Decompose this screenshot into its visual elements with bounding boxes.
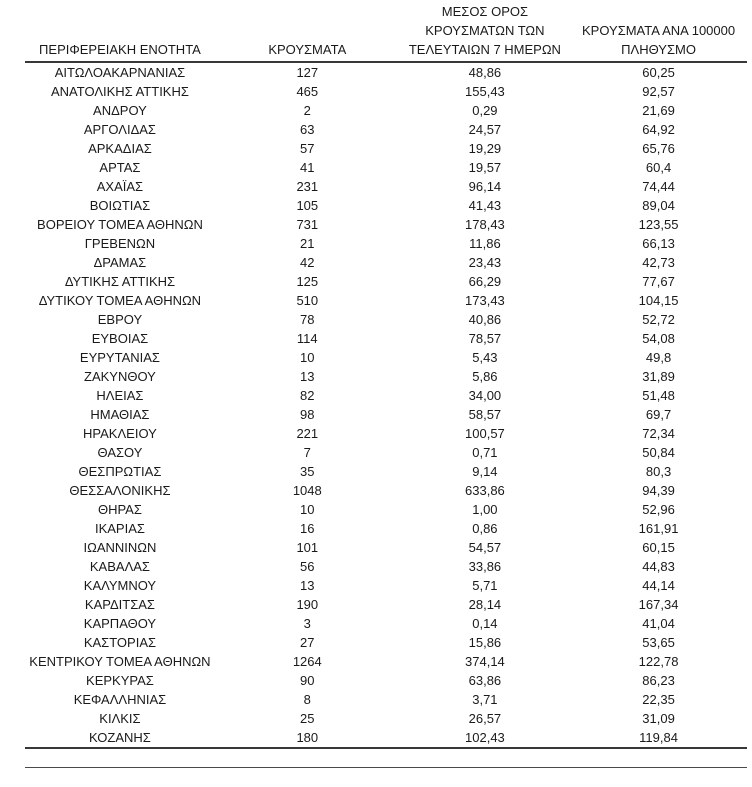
table-row bbox=[25, 158, 747, 177]
avg7-cell: 100,57 bbox=[465, 426, 505, 441]
region-cell: ΕΥΒΟΙΑΣ bbox=[91, 331, 149, 346]
table-body bbox=[25, 62, 747, 748]
table-row bbox=[25, 272, 747, 291]
region-cell: ΑΧΑΪΑΣ bbox=[96, 179, 144, 194]
avg7-cell: 15,86 bbox=[468, 635, 502, 650]
avg7-cell: 23,43 bbox=[468, 255, 502, 270]
per100k-cell: 60,25 bbox=[642, 65, 675, 80]
per100k-cell: 42,73 bbox=[642, 255, 675, 270]
per100k-cell: 52,96 bbox=[642, 502, 675, 517]
col-header-per100k bbox=[570, 2, 747, 62]
region-cell: ΕΒΡΟΥ bbox=[97, 312, 143, 327]
per100k-cell: 66,13 bbox=[642, 236, 675, 251]
cases-cell: 16 bbox=[300, 521, 315, 536]
avg7-cell: 19,57 bbox=[468, 160, 502, 175]
avg7-cell: 0,29 bbox=[472, 103, 498, 118]
table-row bbox=[25, 386, 747, 405]
per100k-cell: 77,67 bbox=[642, 274, 675, 289]
cases-cell: 8 bbox=[303, 692, 311, 707]
avg7-cell: 58,57 bbox=[468, 407, 502, 422]
region-cell: ΕΥΡΥΤΑΝΙΑΣ bbox=[79, 350, 160, 365]
region-cell: ΖΑΚΥΝΘΟΥ bbox=[84, 369, 156, 384]
cases-cell: 42 bbox=[300, 255, 315, 270]
region-cell: ΑΡΚΑΔΙΑΣ bbox=[88, 141, 152, 156]
avg7-cell: 34,00 bbox=[468, 388, 502, 403]
avg7-cell: 24,57 bbox=[468, 122, 502, 137]
cases-cell: 90 bbox=[300, 673, 315, 688]
per100k-cell: 50,84 bbox=[642, 445, 675, 460]
table-row bbox=[25, 557, 747, 576]
per100k-cell: 64,92 bbox=[642, 122, 675, 137]
region-cell: ΚΑΒΑΛΑΣ bbox=[89, 559, 150, 574]
per100k-cell: 74,44 bbox=[642, 179, 675, 194]
region-cell: ΘΗΡΑΣ bbox=[97, 502, 142, 517]
table-row bbox=[25, 538, 747, 557]
cases-cell: 3 bbox=[303, 616, 311, 631]
avg7-cell: 66,29 bbox=[468, 274, 502, 289]
cases-cell: 35 bbox=[300, 464, 315, 479]
per100k-cell: 119,84 bbox=[570, 728, 747, 748]
avg7-cell: 11,86 bbox=[469, 236, 501, 251]
table-header bbox=[25, 2, 747, 62]
table-row bbox=[25, 500, 747, 519]
region-cell: ΒΟΙΩΤΙΑΣ bbox=[89, 198, 151, 213]
avg7-cell: 78,57 bbox=[468, 331, 502, 346]
table-row bbox=[25, 62, 747, 82]
table-row bbox=[25, 291, 747, 310]
table-row bbox=[25, 728, 747, 748]
table-row bbox=[25, 671, 747, 690]
per100k-cell: 49,8 bbox=[645, 350, 672, 365]
per100k-cell: 92,57 bbox=[642, 84, 675, 99]
table-row bbox=[25, 690, 747, 709]
table-row bbox=[25, 120, 747, 139]
cases-cell: 127 bbox=[296, 65, 319, 80]
region-cell: ΚΕΦΑΛΛΗΝΙΑΣ bbox=[73, 692, 167, 707]
table-row bbox=[25, 424, 747, 443]
cases-cell: 731 bbox=[296, 217, 319, 232]
avg7-cell: 48,86 bbox=[468, 65, 502, 80]
cases-cell: 510 bbox=[296, 293, 319, 308]
per100k-cell: 44,14 bbox=[642, 578, 675, 593]
avg7-cell: 1,00 bbox=[472, 502, 498, 517]
cases-cell: 78 bbox=[300, 312, 315, 327]
per100k-cell: 72,34 bbox=[642, 426, 675, 441]
region-cell: ΔΡΑΜΑΣ bbox=[93, 255, 147, 270]
table-row bbox=[25, 405, 747, 424]
per100k-cell: 31,09 bbox=[642, 711, 675, 726]
per100k-cell: 41,04 bbox=[642, 616, 675, 631]
cases-cell: 1264 bbox=[292, 654, 322, 669]
region-cell: ΑΝΑΤΟΛΙΚΗΣ ΑΤΤΙΚΗΣ bbox=[50, 84, 189, 99]
table-row bbox=[25, 253, 747, 272]
table-row bbox=[25, 101, 747, 120]
region-cell: ΗΛΕΙΑΣ bbox=[96, 388, 144, 403]
per100k-cell: 167,34 bbox=[638, 597, 679, 612]
cases-cell: 82 bbox=[300, 388, 315, 403]
report-page bbox=[0, 2, 752, 787]
region-cell: ΚΕΡΚΥΡΑΣ bbox=[86, 673, 154, 688]
per100k-cell: 122,78 bbox=[638, 654, 679, 669]
region-cell: ΗΜΑΘΙΑΣ bbox=[90, 407, 150, 422]
table-row bbox=[25, 709, 747, 728]
per100k-cell: 69,7 bbox=[645, 407, 672, 422]
table-row bbox=[25, 348, 747, 367]
avg7-cell: 178,43 bbox=[465, 217, 505, 232]
table-row bbox=[25, 519, 747, 538]
region-cell: ΘΕΣΣΑΛΟΝΙΚΗΣ bbox=[69, 483, 171, 498]
region-cell: ΑΙΤΩΛΟΑΚΑΡΝΑΝΙΑΣ bbox=[54, 65, 186, 80]
table-row bbox=[25, 215, 747, 234]
cases-cell: 221 bbox=[296, 426, 319, 441]
cases-cell: 25 bbox=[300, 711, 315, 726]
col-header-avg7-line3: ΤΕΛΕΥΤΑΙΩΝ 7 ΗΜΕΡΩΝ bbox=[408, 42, 561, 57]
cases-cell: 231 bbox=[296, 179, 319, 194]
region-cell: ΚΑΣΤΟΡΙΑΣ bbox=[83, 635, 157, 650]
col-header-region bbox=[25, 2, 215, 62]
avg7-cell: 0,86 bbox=[472, 521, 498, 536]
table-row bbox=[25, 576, 747, 595]
avg7-cell: 633,86 bbox=[465, 483, 505, 498]
col-header-cases-label: ΚΡΟΥΣΜΑΤΑ bbox=[268, 42, 347, 57]
col-header-avg7 bbox=[400, 2, 570, 62]
cases-cell: 10 bbox=[300, 502, 315, 517]
col-header-cases bbox=[215, 2, 400, 62]
cases-cell: 63 bbox=[300, 122, 315, 137]
region-cell: ΑΝΔΡΟΥ bbox=[93, 103, 147, 118]
cases-cell: 56 bbox=[300, 559, 315, 574]
bottom-rule bbox=[25, 767, 747, 768]
per100k-cell: 53,65 bbox=[642, 635, 675, 650]
avg7-cell: 33,86 bbox=[468, 559, 502, 574]
cases-cell: 27 bbox=[300, 635, 315, 650]
col-header-avg7-line1: ΜΕΣΟΣ ΟΡΟΣ bbox=[441, 4, 529, 19]
per100k-cell: 94,39 bbox=[642, 483, 675, 498]
per100k-cell: 65,76 bbox=[642, 141, 675, 156]
table-row bbox=[25, 443, 747, 462]
table-row bbox=[25, 462, 747, 481]
table-row bbox=[25, 139, 747, 158]
avg7-cell: 102,43 bbox=[400, 728, 570, 748]
per100k-cell: 80,3 bbox=[645, 464, 672, 479]
cases-cell: 7 bbox=[303, 445, 311, 460]
region-cell: ΚΕΝΤΡΙΚΟΥ ΤΟΜΕΑ ΑΘΗΝΩΝ bbox=[29, 654, 211, 669]
avg7-cell: 41,43 bbox=[468, 198, 502, 213]
cases-cell: 10 bbox=[300, 350, 315, 365]
avg7-cell: 155,43 bbox=[465, 84, 505, 99]
region-cell: ΘΕΣΠΡΩΤΙΑΣ bbox=[78, 464, 162, 479]
avg7-cell: 28,14 bbox=[468, 597, 502, 612]
region-cell: ΔΥΤΙΚΗΣ ΑΤΤΙΚΗΣ bbox=[64, 274, 176, 289]
avg7-cell: 173,43 bbox=[465, 293, 505, 308]
col-header-per100k-line2: ΠΛΗΘΥΣΜΟ bbox=[621, 42, 696, 57]
per100k-cell: 31,89 bbox=[642, 369, 675, 384]
per100k-cell: 22,35 bbox=[642, 692, 675, 707]
region-cell: ΚΑΡΠΑΘΟΥ bbox=[83, 616, 157, 631]
col-header-region-label: ΠΕΡΙΦΕΡΕΙΑΚΗ ΕΝΟΤΗΤΑ bbox=[39, 42, 201, 57]
region-cell: ΙΚΑΡΙΑΣ bbox=[94, 521, 145, 536]
cases-cell: 21 bbox=[300, 236, 315, 251]
region-cell: ΓΡΕΒΕΝΩΝ bbox=[84, 236, 156, 251]
table-row bbox=[25, 652, 747, 671]
per100k-cell: 86,23 bbox=[642, 673, 675, 688]
cases-cell: 465 bbox=[296, 84, 319, 99]
avg7-cell: 63,86 bbox=[468, 673, 502, 688]
table-row bbox=[25, 196, 747, 215]
cases-cell: 2 bbox=[303, 103, 311, 118]
per100k-cell: 44,83 bbox=[642, 559, 675, 574]
avg7-cell: 0,14 bbox=[472, 616, 498, 631]
table-row bbox=[25, 310, 747, 329]
cases-cell: 101 bbox=[296, 540, 319, 555]
per100k-cell: 104,15 bbox=[638, 293, 679, 308]
table-row bbox=[25, 177, 747, 196]
per100k-cell: 21,69 bbox=[642, 103, 675, 118]
per100k-cell: 60,4 bbox=[645, 160, 672, 175]
cases-cell: 13 bbox=[300, 578, 315, 593]
col-header-avg7-line2: ΚΡΟΥΣΜΑΤΩΝ ΤΩΝ bbox=[425, 23, 545, 38]
avg7-cell: 3,71 bbox=[472, 692, 498, 707]
table-row bbox=[25, 329, 747, 348]
avg7-cell: 0,71 bbox=[472, 445, 498, 460]
cases-cell: 1048 bbox=[292, 483, 322, 498]
cases-cell: 98 bbox=[300, 407, 315, 422]
region-cell: ΔΥΤΙΚΟΥ ΤΟΜΕΑ ΑΘΗΝΩΝ bbox=[38, 293, 202, 308]
avg7-cell: 9,14 bbox=[472, 464, 498, 479]
table-row bbox=[25, 595, 747, 614]
cases-cell: 105 bbox=[296, 198, 319, 213]
region-cell: ΘΑΣΟΥ bbox=[97, 445, 143, 460]
per100k-cell: 123,55 bbox=[638, 217, 679, 232]
avg7-cell: 5,71 bbox=[472, 578, 498, 593]
per100k-cell: 51,48 bbox=[642, 388, 675, 403]
col-header-per100k-line1: ΚΡΟΥΣΜΑΤΑ ΑΝΑ 100000 bbox=[581, 23, 736, 38]
per100k-cell: 89,04 bbox=[642, 198, 675, 213]
per100k-cell: 60,15 bbox=[642, 540, 675, 555]
table-row bbox=[25, 481, 747, 500]
table-row bbox=[25, 234, 747, 253]
table-row bbox=[25, 614, 747, 633]
region-cell: ΚΙΛΚΙΣ bbox=[99, 711, 141, 726]
avg7-cell: 96,14 bbox=[468, 179, 502, 194]
avg7-cell: 40,86 bbox=[468, 312, 502, 327]
table-row bbox=[25, 367, 747, 386]
per100k-cell: 54,08 bbox=[642, 331, 675, 346]
cases-cell: 114 bbox=[296, 331, 318, 346]
avg7-cell: 26,57 bbox=[468, 711, 502, 726]
cases-cell: 41 bbox=[300, 160, 315, 175]
region-cell: ΑΡΓΟΛΙΔΑΣ bbox=[83, 122, 156, 137]
region-cell: ΚΑΡΔΙΤΣΑΣ bbox=[84, 597, 155, 612]
region-cell: ΚΟΖΑΝΗΣ bbox=[25, 728, 215, 748]
table-row bbox=[25, 82, 747, 101]
avg7-cell: 5,86 bbox=[472, 369, 498, 384]
avg7-cell: 374,14 bbox=[465, 654, 505, 669]
cases-cell: 13 bbox=[300, 369, 315, 384]
region-cell: ΚΑΛΥΜΝΟΥ bbox=[83, 578, 157, 593]
avg7-cell: 5,43 bbox=[472, 350, 498, 365]
table-row bbox=[25, 633, 747, 652]
per100k-cell: 161,91 bbox=[638, 521, 679, 536]
regional-cases-table bbox=[25, 2, 747, 749]
cases-cell: 190 bbox=[296, 597, 319, 612]
cases-cell: 180 bbox=[215, 728, 400, 748]
region-cell: ΗΡΑΚΛΕΙΟΥ bbox=[83, 426, 157, 441]
region-cell: ΙΩΑΝΝΙΝΩΝ bbox=[83, 540, 157, 555]
region-cell: ΑΡΤΑΣ bbox=[99, 160, 141, 175]
region-cell: ΒΟΡΕΙΟΥ ΤΟΜΕΑ ΑΘΗΝΩΝ bbox=[37, 217, 203, 232]
per100k-cell: 52,72 bbox=[642, 312, 675, 327]
cases-cell: 57 bbox=[300, 141, 315, 156]
avg7-cell: 54,57 bbox=[468, 540, 502, 555]
avg7-cell: 19,29 bbox=[468, 141, 502, 156]
header-row bbox=[25, 2, 747, 62]
cases-cell: 125 bbox=[296, 274, 319, 289]
